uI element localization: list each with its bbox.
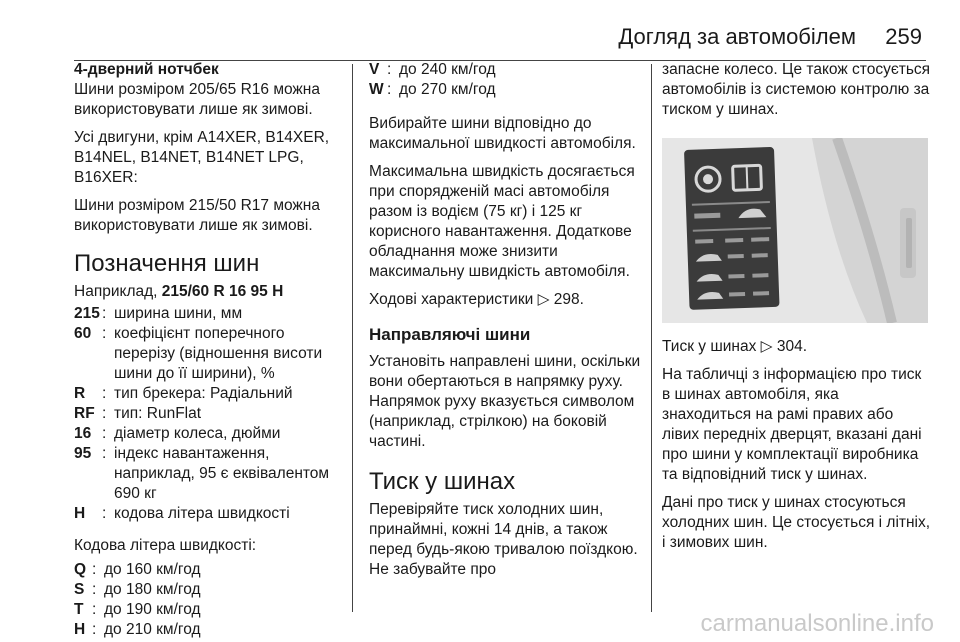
speed-key: H xyxy=(74,621,86,638)
separator: : xyxy=(387,81,392,98)
paragraph-hatchback-heading: 4-дверний нотчбек xyxy=(74,61,219,78)
designation-value: ширина шини, мм xyxy=(114,305,243,322)
paragraph-engines: Усі двигуни, крім A14XER, B14XER, B14NEL, B14NET, B14NET LPG, B16XER: xyxy=(74,129,330,186)
paragraph-spare-wheel: запасне колесо. Це також стосується автомобілів із системою контролю за тиском у шинах. xyxy=(662,61,931,118)
separator: : xyxy=(102,445,107,462)
separator: : xyxy=(102,425,107,442)
paragraph-tyre-pressure-ref xyxy=(662,337,932,357)
page-number: 259 xyxy=(885,24,922,49)
paragraph-hatchback-text: Шини розміром 205/65 R16 можна використовувати лише як зимові. xyxy=(74,81,320,118)
paragraph-hatchback xyxy=(74,60,346,120)
reference-text: Тиск у шинах xyxy=(662,338,761,355)
separator: : xyxy=(92,561,97,578)
paragraph-winter-tyres: Шини розміром 215/50 R17 можна використовувати лише як зимові. xyxy=(74,197,320,234)
speed-key: Q xyxy=(74,561,87,578)
example-code: 215/60 R 16 95 H xyxy=(161,283,284,300)
designation-value: кодова літера швидкості xyxy=(114,505,290,522)
separator: : xyxy=(92,601,97,618)
paragraph-check-pressure: Перевіряйте тиск холодних шин, принаймні, кожні 14 днів, а також перед будь-якою тривалою поїздкою. Не забувайте про xyxy=(369,501,638,578)
paragraph-driving-characteristics xyxy=(369,290,647,310)
watermark: carmanualsonline.info xyxy=(700,610,934,637)
designation-list xyxy=(74,304,346,524)
separator: : xyxy=(92,581,97,598)
speed-key: V xyxy=(369,61,380,78)
speed-value: до 240 км/год xyxy=(399,61,496,78)
separator: : xyxy=(387,61,392,78)
designation-key: 215 xyxy=(74,305,100,322)
speed-code-list-continued xyxy=(369,60,647,100)
column-2 xyxy=(369,60,647,588)
speed-value: до 190 км/год xyxy=(104,601,201,618)
paragraph-directional-tyres: Установіть направлені шини, оскільки вони обертаються в напрямку руху. Напрямок руху вказується символом (наприклад, стрілкою) на боковій частині. xyxy=(369,353,641,450)
section-heading-directional-tyres: Направляючі шини xyxy=(369,325,531,344)
tyre-pressure-label-photo xyxy=(662,138,928,323)
column-divider-2 xyxy=(651,64,652,612)
separator: : xyxy=(92,621,97,638)
page-reference-arrow-icon: ▷ xyxy=(537,291,550,308)
separator: : xyxy=(102,305,107,322)
door-frame-illustration xyxy=(662,138,928,323)
speed-value: до 210 км/год xyxy=(104,621,201,638)
designation-key: 16 xyxy=(74,425,92,442)
chapter-title: Догляд за автомобілем xyxy=(618,24,856,49)
separator: : xyxy=(102,385,107,402)
reference-page: 298. xyxy=(553,291,584,308)
paragraph-pressure-label: На табличці з інформацією про тиск в шинах автомобіля, яка знаходиться на рамі правих або лівих передніх дверцят, вказані дані про шини у комплектації виробника та відповідний тиск у шинах. xyxy=(662,366,922,483)
speed-value: до 160 км/год xyxy=(104,561,201,578)
designation-key: H xyxy=(74,505,86,522)
paragraph-cold-tyres: Дані про тиск у шинах стосуються холодних шин. Це стосується і літніх, і зимових шин. xyxy=(662,494,931,551)
example-line xyxy=(74,282,346,302)
designation-value: тип брекера: Радіальний xyxy=(114,385,293,402)
speed-value: до 270 км/год xyxy=(399,81,496,98)
designation-value: діаметр колеса, дюйми xyxy=(114,425,281,442)
designation-value: індекс навантаження, наприклад, 95 є еквівалентом 690 кг xyxy=(114,445,330,502)
separator: : xyxy=(102,505,107,522)
page-reference-arrow-icon: ▷ xyxy=(760,338,773,355)
designation-value: коефіцієнт поперечного перерізу (відношення висоти шини до її ширини), % xyxy=(114,325,323,382)
speed-code-intro: Кодова літера швидкості: xyxy=(74,537,257,554)
separator: : xyxy=(102,325,107,342)
speed-key: S xyxy=(74,581,85,598)
paragraph-choose-tyres: Вибирайте шини відповідно до максимальної швидкості автомобіля. xyxy=(369,115,636,152)
reference-text: Ходові характеристики xyxy=(369,291,538,308)
speed-value: до 180 км/год xyxy=(104,581,201,598)
example-prefix: Наприклад, xyxy=(74,283,162,300)
designation-key: RF xyxy=(74,405,95,422)
section-heading-tyre-designations: Позначення шин xyxy=(74,250,260,277)
section-heading-tyre-pressure: Тиск у шинах xyxy=(369,468,516,495)
separator: : xyxy=(102,405,107,422)
reference-page: 304. xyxy=(776,338,808,355)
designation-key: R xyxy=(74,385,86,402)
column-divider-1 xyxy=(352,64,353,612)
speed-key: T xyxy=(74,601,84,618)
speed-code-list xyxy=(74,560,346,640)
page-header xyxy=(0,0,960,62)
speed-key: W xyxy=(369,81,384,98)
paragraph-max-speed: Максимальна швидкість досягається при спорядженій масі автомобіля разом із водієм (75 кг) і 125 кг корисного навантаження. Додаткове обладнання може знизити максимальну швидкість автомобіля. xyxy=(369,163,635,280)
column-3 xyxy=(662,60,932,561)
designation-key: 95 xyxy=(74,445,92,462)
designation-key: 60 xyxy=(74,325,92,342)
column-1 xyxy=(74,60,346,642)
designation-value: тип: RunFlat xyxy=(114,405,202,422)
